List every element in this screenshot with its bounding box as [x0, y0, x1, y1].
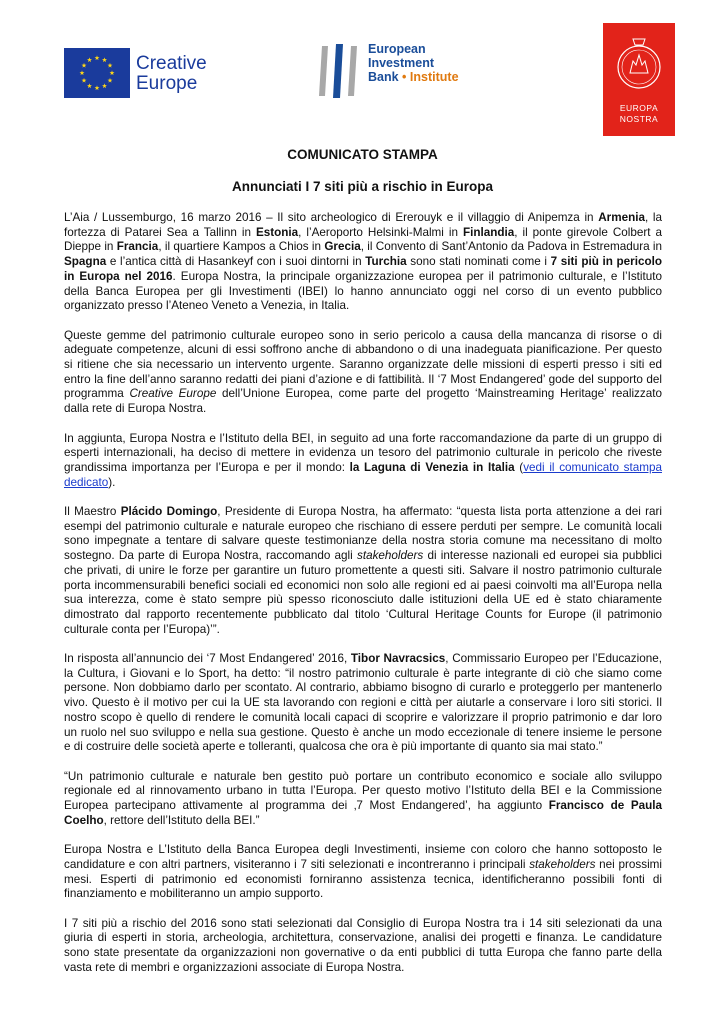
paragraph-navracsics: In risposta all’annuncio dei ‘7 Most Endangered’ 2016, Tibor Navracsics, Commissario Europeo per l’Educazione, la Cultura, i Giovani e lo Sport, ha detto: “il nostro patrimonio culturale è parte integrante di ciò che siamo come persone. Non dobbiamo darlo per scontato. Al contrario, abbiamo bisogno di curarlo e proteggerlo per mantenerlo vivo. Questo è il motivo per cui la UE sta lavorando con regioni e città per aiutarle a conservare i loro siti storici. Il nostro scopo è quello di rendere le comunità locali capaci di scoprire e valorizzare il proprio patrimonio e dar loro un ruolo nel suo sviluppo e nella sua gestione. Questo è anche un modo eccezionale di tenere insieme le persone e di costruire delle società aperte e tolleranti, qualcosa che ora è più importante di quanto sia mai stato.”: [64, 652, 662, 754]
eu-star-icon: [108, 78, 113, 83]
paragraph-venice: In aggiunta, Europa Nostra e l’Istituto della BEI, in seguito ad una forte raccomandazione da parte di un gruppo di esperti internazionali, ha deciso di mettere in evidenza un tesoro del patrimonio culturale in pericolo che riveste grandissima importanza per l’Europa e per il mondo: la Laguna di Venezia in Italia (vedi il comunicato stampa dedicato).: [64, 431, 662, 489]
paragraph-domingo: Il Maestro Plácido Domingo, Presidente di Europa Nostra, ha affermato: “questa lista porta attenzione a dei rari esempi del patrimonio culturale e naturale europeo che rischiano di essere perduti per sempre. Le comunità locali sono impegnate a tentare di salvare queste testimonianze della nostra storia comune ma necessitano di molto sostegno. Da parte di Europa Nostra, raccomando agli stakeholders di interesse nazionali ed europei sia pubblici che privati, di unire le forze per garantire un futuro promettente a questi siti. Salvare il nostro patrimonio culturale porta incommensurabili benefici sociali ed economici non solo alle regioni ed ai paesi coinvolti ma all’Europa nella sua interezza, come è stato sempre più spesso riconosciuto dalle istituzioni della UE ed è stato chiaramente dimostrato dal rapporto recentemente pubblicato dal titolo ‘Cultural Heritage Counts for Europe (il patrimonio culturale conta per l’Europa)’”.: [64, 505, 663, 636]
eu-star-icon: [87, 83, 92, 88]
press-release-link[interactable]: vedi il comunicato stampa dedicato: [64, 460, 662, 489]
eib-bars-icon: [316, 42, 364, 100]
eu-star-icon: [102, 83, 107, 88]
document-title: COMUNICATO STAMPA: [287, 147, 438, 162]
europa-nostra-wordmark: EUROPA NOSTRA: [619, 103, 659, 124]
eu-star-icon: [108, 63, 113, 68]
eu-flag-icon: [64, 48, 130, 98]
eu-star-icon: [110, 70, 115, 75]
document-subtitle: Annunciati I 7 siti più a rischio in Europa: [231, 179, 494, 194]
creative-europe-wordmark: Creative Europe: [136, 53, 207, 94]
paragraph-intro: L’Aia / Lussemburgo, 16 marzo 2016 – Il sito archeologico di Ererouyk e il villaggio di Anipemza in Armenia, la fortezza di Patarei Sea a Tallinn in Estonia, l’Aeroporto Helsinki-Malmi in Finlandia, il ponte girevole Colbert a Dieppe in Francia, il quartiere Kampos a Chios in Grecia, il Convento di Sant’Antonio da Padova in Estremadura in Spagna e l’antica città di Hasankeyf con i suoi dintorni in Turchia sono stati nominati come i 7 siti più in pericolo in Europa nel 2016. Europa Nostra, la principale organizzazione europea per il patrimonio culturale, e l’Istituto della Banca Europea per gli Investimenti (IBEI) lo hanno annunciato oggi nel corso di un evento pubblico organizzato presso l’Ateneo Veneto a Venezia, in Italia.: [64, 211, 663, 313]
paragraph-selection: I 7 siti più a rischio del 2016 sono stati selezionati dal Consiglio di Europa Nostra tra i 14 siti selezionati da una giuria di esperti in storia, archeologia, architettura, conservazione, analisi dei progetti e finanza. Le candidature sono state presentate da organizzazioni non governative o da enti pubblici di tutta Europa che fanno parte della vasta rete di membri e organizzazioni associate di Europa Nostra.: [64, 916, 662, 974]
eu-star-icon: [82, 78, 87, 83]
europa-nostra-emblem-icon: [603, 23, 675, 101]
eu-star-icon: [82, 63, 87, 68]
europa-nostra-logo: [603, 23, 675, 136]
creative-europe-logo: [64, 48, 224, 98]
paragraph-coelho: “Un patrimonio culturale e naturale ben gestito può portare un contributo economico e sociale allo sviluppo regionale ed al rinnovamento urbano in tutta l’Europa. Per questo motivo l’Istituto della BEI e la Commissione Europea partecipano attivamente al programma dei ‚7 Most Endangered’, ha aggiunto Francisco de Paula Coelho, rettore dell’Istituto della BEI.”: [64, 769, 663, 827]
eu-star-icon: [87, 57, 92, 62]
paragraph-visits: Europa Nostra e L’Istituto della Banca Europea degli Investimenti, insieme con coloro che hanno sottoposto le candidature e con altri partners, visiteranno i 7 siti selezionati e incontreranno i principali stakeholders nei prossimi mesi. Esperti di patrimonio ed economisti forniranno assistenza tecnica, identificheranno possibili fonti di finanziamento e mobiliteranno un ampio supporto.: [64, 843, 662, 901]
eu-star-icon: [95, 55, 100, 60]
eu-star-icon: [95, 85, 100, 90]
eu-star-icon: [80, 70, 85, 75]
eu-star-icon: [102, 57, 107, 62]
eib-institute-logo: [316, 42, 486, 100]
paragraph-risks: Queste gemme del patrimonio culturale europeo sono in serio pericolo a causa della mancanza di risorse o di adeguate competenze, alcuni di essi soffrono anche di abbandono o di una inadeguata pianificazione. Per questo si ritiene che sia necessario un intervento urgente. Saranno organizzate delle missioni di esperti presso i siti ed entro la fine dell’anno saranno redatti dei piani d’azione e di fattibilità. Il ‘7 Most Endangered’ gode del supporto del programma Creative Europe dell’Unione Europea, come parte del progetto ‘Mainstreaming Heritage’ realizzato dalla rete di Europa Nostra.: [64, 328, 662, 416]
press-release-body: [64, 211, 662, 990]
eib-wordmark: European Investment Bank • Institute: [368, 42, 459, 84]
